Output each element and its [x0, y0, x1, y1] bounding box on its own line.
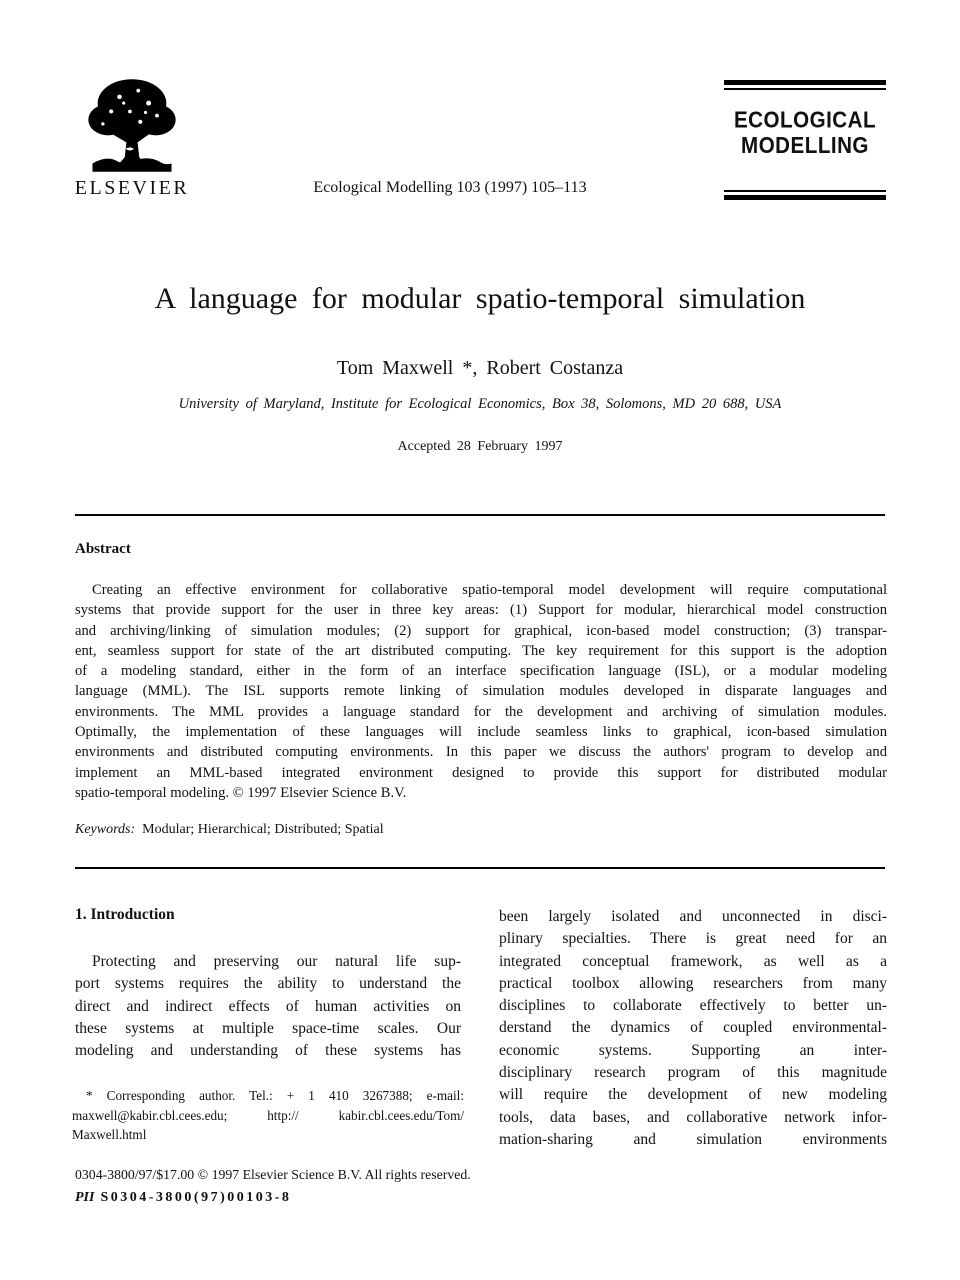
intro-right-column: been largely isolated and unconnected in disci- plinary specialties. There is great need for an integrated conceptual framework, as well as a practical toolbox allowing researchers from many disciplines to collaborate effectively to better un- derstand the dynamics of coupled environmental- economic systems. Supporting an inter- disciplinary research program of this magnitude will require the development of new modeling tools, data bases, and collaborative network infor- mation-sharing and simulation environments [499, 908, 887, 1148]
authors-line: Tom Maxwell *, Robert Costanza [336, 357, 624, 379]
double-rule-top [724, 80, 886, 90]
journal-citation: Ecological Modelling 103 (1997) 105–113 [313, 179, 587, 196]
abstract-heading: Abstract [75, 541, 131, 557]
abstract-top-rule [75, 514, 885, 516]
double-rule-bottom [724, 190, 886, 200]
accepted-date: Accepted 28 February 1997 [397, 439, 563, 454]
keywords-bottom-rule [75, 867, 885, 869]
keywords-label: Keywords: [75, 822, 136, 837]
pii-label: PII [75, 1190, 95, 1205]
section-heading-introduction: 1. Introduction [75, 906, 175, 923]
keywords-text: Modular; Hierarchical; Distributed; Spatial [142, 822, 384, 837]
journal-logo-wordmark [726, 107, 885, 159]
footer-copyright: 0304-3800/97/$17.00 © 1997 Elsevier Science B.V. All rights reserved. [75, 1167, 471, 1182]
elsevier-wordmark: ELSEVIER [74, 177, 190, 199]
pii-code: S0304-3800(97)00103-8 [100, 1190, 292, 1205]
keywords-line [75, 822, 887, 838]
affiliation: University of Maryland, Institute for Ecological Economics, Box 38, Solomons, MD 20 688, USA [178, 396, 782, 412]
elsevier-tree-icon [66, 76, 198, 176]
journal-logo [724, 80, 886, 200]
article-title: A language for modular spatio-temporal simulation [154, 282, 806, 315]
intro-left-column: Protecting and preserving our natural life sup- port systems requires the ability to understand the direct and indirect effects of human activities on these systems at multiple space-time scales. Our modeling and understanding of these systems has [75, 953, 461, 1060]
abstract-text: Creating an effective environment for collaborative spatio-temporal model development will require computational systems that provide support for the user in three key areas: (1) Support for modular, hierarchical model construction and archiving/linking of simulation modules; (2) support for graphical, icon-based model construction; (3) transpar- ent, seamless support for state of the art distributed computing. The key requirement for this support is the adoption of a modeling standard, either in the form of an interface specification language (ISL), or a modular modeling language (MML). The ISL supports remote linking of simulation modules developed in disparate languages and environments. The MML provides a language standard for the development and archiving of simulation modules. Optimally, the implementation of these languages will include seamless links to graphical, icon-based simulation environments and distributed computing environments. In this paper we discuss the authors' program to develop and implement an MML-based integrated environment designed to provide this support for distributed modular spatio-temporal modeling. © 1997 Elsevier Science B.V. [75, 582, 887, 801]
journal-logo-line1: ECOLOGICAL [733, 107, 877, 133]
footer-pii [75, 1190, 675, 1206]
journal-logo-line2: MODELLING [741, 133, 869, 159]
corresponding-author-footnote: * Corresponding author. Tel.: + 1 410 3267388; e-mail: maxwell@kabir.cbl.cees.edu; http:// kabir.cbl.cees.edu/Tom/ Maxwell.html [72, 1088, 464, 1142]
